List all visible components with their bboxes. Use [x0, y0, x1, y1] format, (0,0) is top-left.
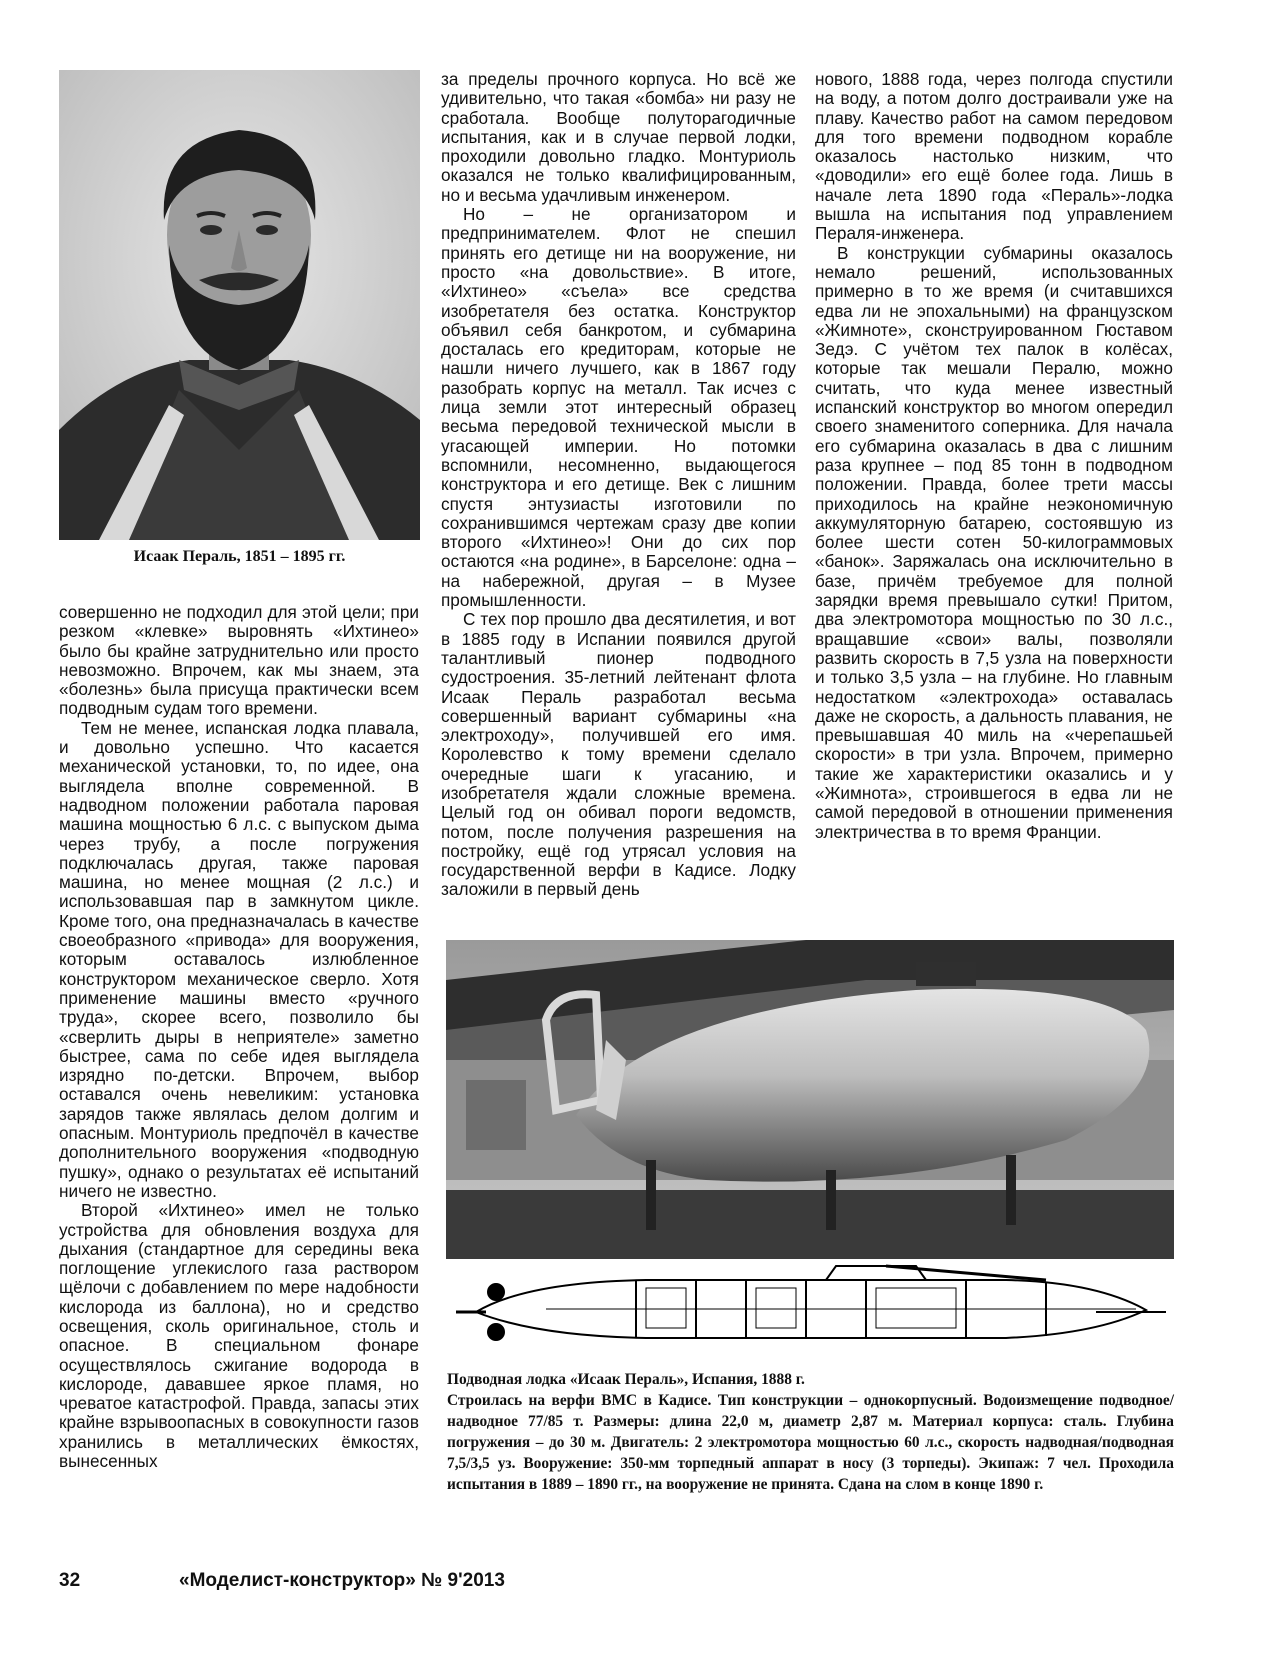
- submarine-photo: [446, 940, 1174, 1259]
- paragraph: за пределы прочного корпуса. Но всё же удивительно, что такая «бомба» ни разу не сработала. Вообще полуторагодичные испытания, как и в случае первой лодки, проходили довольно гладко. Монтуриоль оказался не только квалифицированным, но и весьма удачливым инженером.: [441, 69, 796, 205]
- submarine-profile-diagram: [446, 1262, 1174, 1362]
- caption-body: Строилась на верфи ВМС в Кадисе. Тип конструкции – однокорпусный. Водоизмещение подводное/надводное 77/85 т. Размеры: длина 22,0 м, диаметр 2,87 м. Материал корпуса: сталь. Глубина погружения – до 30 м. Двигатель: 2 электромотора мощностью 60 л.с., скорость надводная/подводная 7,5/3,5 уз. Вооружение: 350-мм торпедный аппарат в носу (3 торпеды). Экипаж: 7 чел. Проходила испытания в 1889 – 1890 гг., на вооружение не принята. Сдана на слом в конце 1890 г.: [447, 1392, 1174, 1493]
- submarine-caption: [447, 1369, 1174, 1495]
- portrait-caption: Исаак Пераль, 1851 – 1895 гг.: [133, 548, 346, 565]
- article-column-1: [59, 603, 419, 1471]
- paragraph: нового, 1888 года, через полгода спустили на воду, а потом долго достраивали уже на плаву. Качество работ на самом передовом для того времени подводном корабле оказалось настолько низким, что «доводили» его ещё более года. Лишь в начале лета 1890 года «Пераль»-лодка вышла на испытания под управлением Пераля-инженера.: [815, 69, 1173, 244]
- portrait-photo: [59, 70, 420, 540]
- paragraph: С тех пор прошло два десятилетия, и вот в 1885 году в Испании появился другой талантливый пионер подводного судостроения. 35-летний лейтенант флота Исаак Пераль разработал весьма совершенный вариант субмарины «на электроходу», получившей его имя. Королевство к тому времени сделало очередные шаги к угасанию, и изобретателя ждали сложные времена. Целый год он обивал пороги ведомств, потом, после получения разрешения на постройку, ещё год утрясал условия на государственной верфи в Кадисе. Лодку заложили в первый день: [441, 609, 796, 900]
- article-column-2: [441, 70, 796, 900]
- paragraph: Но – не организатором и предпринимателем. Флот не спешил принять его детище ни на вооружение, ни просто «на довольствие». В итоге, «Ихтинео» «съела» все средства изобретателя без остатка. Конструктор объявил себя банкротом, и субмарина досталась его кредиторам, которые не нашли ничего лучшего, как в 1867 году разобрать корпус на металл. Так исчез с лица земли этот интересный образец весьма передовой технической мысли в угасающей империи. Но потомки вспомнили, несомненно, выдающегося конструктора и его детище. Век с лишним спустя энтузиасты изготовили по сохранившимся чертежам сразу две копии второго «Ихтинео»! Они до сих пор остаются «на родине», в Барселоне: одна – на набережной, другая – в Музее промышленности.: [441, 204, 796, 611]
- paragraph: В конструкции субмарины оказалось немало решений, использованных примерно в то же время (и считавшихся едва ли не эпохальными) на французском «Жимноте», сконструированном Гюставом Зедэ. С учётом тех палок в колёсах, которые так мешали Пералю, можно считать, что куда менее известный испанский конструктор во многом опередил своего знаменитого соперника. Для начала его субмарина оказалась в два с лишним раза крупнее – под 85 тонн в подводном положении. Правда, более трети массы приходилось на крайне неэкономичную аккумуляторную батарею, состоявшую из более шести сотен 50-килограммовых «банок». Заряжалась она исключительно в базе, причём требуемое для полной зарядки время превышало сутки! Притом, два электромотора мощностью по 30 л.с., вращавшие «свои» валы, позволяли развить скорость в 7,5 узла на поверхности и только 3,5 узла – на глубине. Но главным недостатком «электрохода» оставалась даже не скорость, а дальность плавания, не превышавшая 40 миль на «черепашьей скорости» в три узла. Впрочем, примерно такие же характеристики оказались и у «Жимнота», строившегося в едва ли не самой передовой в отношении применения электричества в то время Франции.: [815, 242, 1173, 842]
- portrait-image: [59, 70, 420, 540]
- page-footer: [59, 1570, 505, 1592]
- submarine-image: [446, 940, 1174, 1259]
- journal-title: «Моделист-конструктор» № 9'2013: [179, 1570, 505, 1591]
- page-number: 32: [59, 1570, 81, 1591]
- paragraph: Второй «Ихтинео» имел не только устройства для обновления воздуха для дыхания (стандартное для середины века поглощение углекислого газа раствором щёлочи с добавлением по мере надобности кислорода из баллона), но и средство освещения, сколь оригинальное, столь и опасное. В специальном фонаре осуществлялось сжигание водорода в кислороде, дававшее яркое пламя, но чреватое катастрофой. Правда, запасы этих крайне взрывоопасных в совокупности газов хранились в металлических ёмкостях, вынесенных: [59, 1200, 419, 1472]
- paragraph: Тем не менее, испанская лодка плавала, и довольно успешно. Что касается механической установки, то, по идее, она выглядела вполне современной. В надводном положении работала паровая машина мощностью 6 л.с. с выпуском дыма через трубу, а после погружения подключалась другая, также паровая машина, но менее мощная (2 л.с.) и использовавшая пар в замкнутом цикле. Кроме того, она предназначалась в качестве своеобразного «привода» для вооружения, которым оставалось излюбленное конструктором механическое сверло. Хотя применение машины вместо «ручного труда», скорее всего, позволило бы «сверлить дыры в неприятеле» заметно быстрее, сама по себе идея выглядела изрядно по-детски. Впрочем, выбор оставался очень невеликим: установка зарядов также являлась делом долгим и опасным. Монтуриоль предпочёл в качестве дополнительного вооружения «подводную пушку», однако о результатах её испытаний ничего не известно.: [59, 717, 419, 1201]
- caption-title: Подводная лодка «Исаак Пераль», Испания, 1888 г.: [447, 1371, 805, 1388]
- article-column-3: [815, 70, 1173, 842]
- submarine-drawing: [446, 1262, 1174, 1362]
- paragraph: совершенно не подходил для этой цели; при резком «клевке» выровнять «Ихтинео» было бы крайне затруднительно или просто невозможно. Впрочем, как мы знаем, эта «болезнь» была присуща практически всем подводным судам того времени.: [59, 602, 419, 719]
